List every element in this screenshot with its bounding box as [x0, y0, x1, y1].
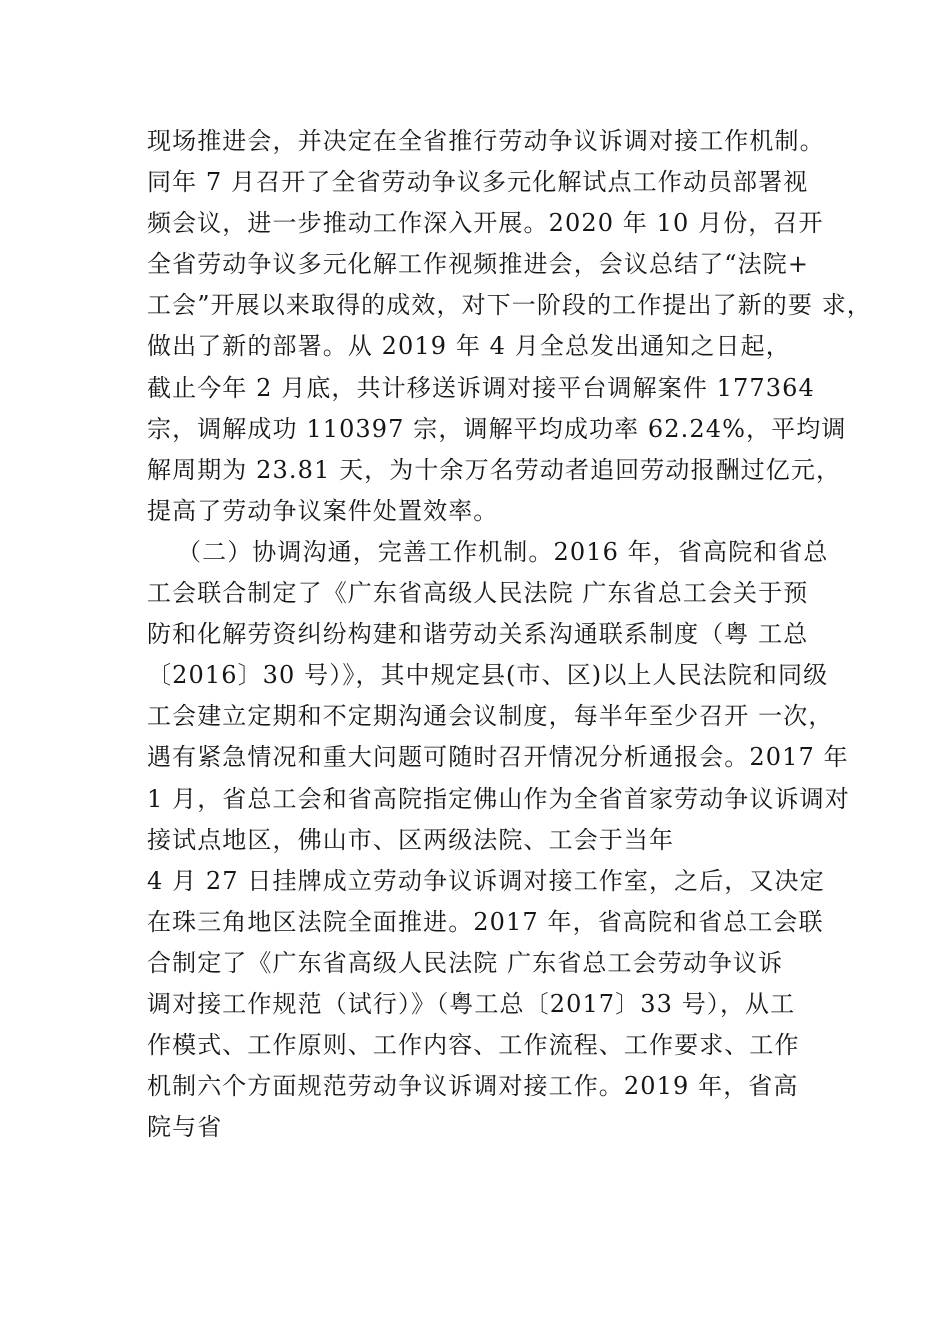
- text-line: 合制定了《广东省高级人民法院 广东省总工会劳动争议诉: [147, 948, 784, 977]
- text-line: 全省劳动争议多元化解工作视频推进会，会议总结了“法院+: [147, 250, 810, 279]
- section-heading-line: （二）协调沟通，完善工作机制。2016 年，省高院和省总: [177, 537, 829, 566]
- text-line: 宗，调解成功 110397 宗，调解平均成功率 62.24%，平均调: [147, 414, 847, 443]
- text-line: 调对接工作规范（试行）》（粤工总〔2017〕33 号），从工: [147, 989, 796, 1018]
- text-line: 现场推进会，并决定在全省推行劳动争议诉调对接工作机制。: [147, 127, 825, 155]
- text-line: 同年 7 月召开了全省劳动争议多元化解试点工作动员部署视: [147, 168, 809, 197]
- text-line: 院与省: [147, 1113, 223, 1142]
- text-line: 1 月，省总工会和省高院指定佛山作为全省首家劳动争议诉调对: [147, 784, 850, 813]
- text-line: 机制六个方面规范劳动争议诉调对接工作。2019 年，省高: [147, 1072, 799, 1101]
- text-line: 接试点地区，佛山市、区两级法院、工会于当年: [147, 825, 675, 854]
- text-line: 作模式、工作原则、工作内容、工作流程、工作要求、工作: [147, 1031, 800, 1060]
- text-line: 〔2016〕30 号）》，其中规定县(市、区)以上人民法院和同级: [147, 661, 829, 690]
- document-body: [147, 121, 907, 1148]
- text-line: 工会”开展以来取得的成效，对下一阶段的工作提出了新的要 求，: [147, 291, 872, 320]
- text-line: 防和化解劳资纠纷构建和谐劳动关系沟通联系制度（粤 工总: [147, 620, 809, 649]
- text-line: 做出了新的部署。从 2019 年 4 月全总发出通知之日起，: [147, 332, 791, 361]
- text-line: 4 月 27 日挂牌成立劳动争议诉调对接工作室，之后，又决定: [147, 866, 825, 895]
- text-line: 频会议，进一步推动工作深入开展。2020 年 10 月份，召开: [147, 209, 824, 238]
- text-line: 截止今年 2 月底，共计移送诉调对接平台调解案件 177364: [147, 373, 815, 402]
- text-line: 工会联合制定了《广东省高级人民法院 广东省总工会关于预: [147, 579, 809, 608]
- text-line: 解周期为 23.81 天，为十余万名劳动者追回劳动报酬过亿元，: [147, 455, 842, 484]
- text-line: 工会建立定期和不定期沟通会议制度，每半年至少召开 一次，: [147, 702, 834, 731]
- text-line: 提高了劳动争议案件处置效率。: [147, 496, 499, 525]
- text-line: 遇有紧急情况和重大问题可随时召开情况分析通报会。2017 年: [147, 743, 849, 772]
- text-line: 在珠三角地区法院全面推进。2017 年，省高院和省总工会联: [147, 907, 824, 936]
